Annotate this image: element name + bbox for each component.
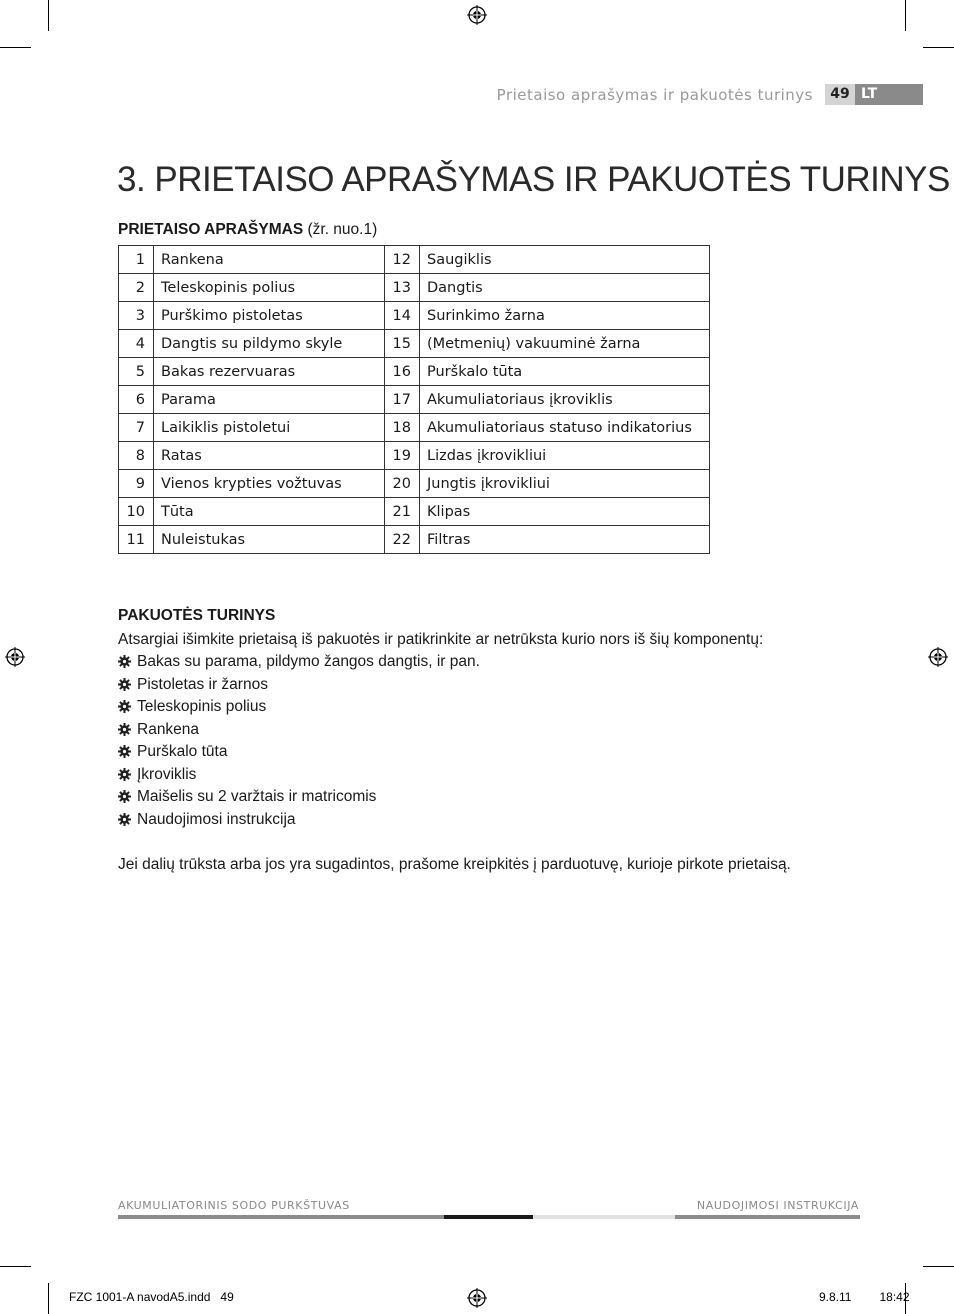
gear-bullet-icon bbox=[118, 766, 137, 786]
table-row bbox=[119, 302, 710, 330]
list-item-text: Teleskopinis polius bbox=[137, 698, 267, 715]
part-number: 6 bbox=[119, 386, 154, 414]
list-item bbox=[118, 743, 480, 766]
page-number: 49 bbox=[825, 84, 855, 105]
crop-mark bbox=[0, 1266, 31, 1267]
part-number: 10 bbox=[119, 498, 154, 526]
table-row bbox=[119, 470, 710, 498]
registration-mark-icon bbox=[467, 1288, 487, 1308]
parts-table bbox=[118, 245, 710, 554]
gear-bullet-icon bbox=[118, 676, 137, 696]
chapter-title: 3. PRIETAISO APRAŠYMAS IR PAKUOTĖS TURINYS bbox=[117, 160, 950, 199]
package-heading: PAKUOTĖS TURINYS bbox=[118, 607, 276, 624]
list-item-text: Rankena bbox=[137, 720, 200, 738]
part-number: 19 bbox=[385, 442, 420, 470]
slug-file-name: FZC 1001-A navodA5.indd 49 bbox=[69, 1290, 234, 1304]
list-item bbox=[118, 698, 480, 721]
part-name: Saugiklis bbox=[420, 246, 710, 274]
crop-mark bbox=[905, 0, 906, 31]
table-row bbox=[119, 386, 710, 414]
list-item bbox=[118, 676, 480, 699]
part-number: 22 bbox=[385, 526, 420, 554]
slug-date-time: 9.8.11 18:42 bbox=[819, 1290, 910, 1304]
part-number: 18 bbox=[385, 414, 420, 442]
crop-mark bbox=[923, 1266, 954, 1267]
package-list bbox=[118, 653, 480, 833]
part-number: 3 bbox=[119, 302, 154, 330]
part-name: Laikiklis pistoletui bbox=[154, 414, 385, 442]
footer-bar-grey-left bbox=[118, 1215, 444, 1219]
list-item-text: Maišelis su 2 varžtais ir matricomis bbox=[137, 788, 377, 805]
part-name: Vienos krypties vožtuvas bbox=[154, 470, 385, 498]
part-name: Filtras bbox=[420, 526, 710, 554]
table-row bbox=[119, 414, 710, 442]
package-intro: Atsargiai išimkite prietaisą iš pakuotės ir patikrinkite ar netrūksta kurio nors iš šių komponentų: bbox=[118, 631, 764, 648]
registration-mark-icon bbox=[5, 647, 25, 667]
list-item-text: Įkroviklis bbox=[137, 765, 197, 783]
description-heading-ref: (žr. nuo.1) bbox=[303, 221, 378, 238]
part-number: 9 bbox=[119, 470, 154, 498]
part-name: Teleskopinis polius bbox=[154, 274, 385, 302]
footer-bar-grey-right bbox=[675, 1215, 860, 1219]
table-row bbox=[119, 498, 710, 526]
part-name: Lizdas įkrovikliui bbox=[420, 442, 710, 470]
footer-product-name: AKUMULIATORINIS SODO PURKŠTUVAS bbox=[118, 1199, 350, 1212]
table-row bbox=[119, 274, 710, 302]
part-name: Akumuliatoriaus įkroviklis bbox=[420, 386, 710, 414]
part-number: 12 bbox=[385, 246, 420, 274]
list-item bbox=[118, 653, 480, 676]
part-name: Rankena bbox=[154, 246, 385, 274]
part-name: Dangtis su pildymo skyle bbox=[154, 330, 385, 358]
part-name: Surinkimo žarna bbox=[420, 302, 710, 330]
part-number: 8 bbox=[119, 442, 154, 470]
part-name: (Metmenių) vakuuminė žarna bbox=[420, 330, 710, 358]
list-item bbox=[118, 811, 480, 834]
part-number: 14 bbox=[385, 302, 420, 330]
table-row bbox=[119, 246, 710, 274]
list-item bbox=[118, 766, 480, 789]
part-name: Bakas rezervuaras bbox=[154, 358, 385, 386]
gear-bullet-icon bbox=[118, 743, 137, 763]
list-item-text: Pistoletas ir žarnos bbox=[137, 675, 268, 693]
crop-mark bbox=[48, 1283, 49, 1314]
gear-bullet-icon bbox=[118, 721, 137, 741]
part-number: 20 bbox=[385, 470, 420, 498]
running-header-title: Prietaiso aprašymas ir pakuotės turinys bbox=[496, 86, 813, 104]
table-row bbox=[119, 358, 710, 386]
part-number: 21 bbox=[385, 498, 420, 526]
list-item bbox=[118, 721, 480, 744]
list-item-text: Bakas su parama, pildymo žangos dangtis, ir pan. bbox=[137, 653, 480, 670]
part-name: Tūta bbox=[154, 498, 385, 526]
registration-mark-icon bbox=[467, 5, 487, 25]
list-item bbox=[118, 788, 480, 811]
footer-document-type: NAUDOJIMOSI INSTRUKCIJA bbox=[696, 1199, 859, 1212]
part-name: Jungtis įkrovikliui bbox=[420, 470, 710, 498]
crop-mark bbox=[923, 47, 954, 48]
list-item-text: Naudojimosi instrukcija bbox=[137, 810, 296, 828]
list-item-text: Purškalo tūta bbox=[137, 743, 228, 760]
part-name: Klipas bbox=[420, 498, 710, 526]
part-number: 7 bbox=[119, 414, 154, 442]
part-number: 4 bbox=[119, 330, 154, 358]
part-number: 13 bbox=[385, 274, 420, 302]
table-row bbox=[119, 526, 710, 554]
gear-bullet-icon bbox=[118, 788, 137, 808]
description-heading-bold: PRIETAISO APRAŠYMAS bbox=[118, 221, 304, 238]
table-row bbox=[119, 330, 710, 358]
crop-mark bbox=[0, 47, 31, 48]
part-number: 1 bbox=[119, 246, 154, 274]
registration-mark-icon bbox=[928, 647, 948, 667]
part-number: 17 bbox=[385, 386, 420, 414]
language-tab: LT bbox=[855, 84, 923, 105]
package-closing-note: Jei dalių trūksta arba jos yra sugadintos, prašome kreipkitės į parduotuvę, kurioje pirkote prietaisą. bbox=[118, 856, 791, 873]
gear-bullet-icon bbox=[118, 653, 137, 673]
gear-bullet-icon bbox=[118, 811, 137, 831]
part-number: 11 bbox=[119, 526, 154, 554]
part-number: 16 bbox=[385, 358, 420, 386]
part-name: Purškalo tūta bbox=[420, 358, 710, 386]
crop-mark bbox=[48, 0, 49, 31]
table-row bbox=[119, 442, 710, 470]
part-name: Nuleistukas bbox=[154, 526, 385, 554]
gear-bullet-icon bbox=[118, 698, 137, 718]
part-name: Ratas bbox=[154, 442, 385, 470]
part-name: Akumuliatoriaus statuso indikatorius bbox=[420, 414, 710, 442]
part-name: Parama bbox=[154, 386, 385, 414]
part-number: 5 bbox=[119, 358, 154, 386]
description-heading bbox=[118, 221, 377, 239]
part-number: 15 bbox=[385, 330, 420, 358]
part-name: Purškimo pistoletas bbox=[154, 302, 385, 330]
part-number: 2 bbox=[119, 274, 154, 302]
part-name: Dangtis bbox=[420, 274, 710, 302]
footer-bar-light bbox=[533, 1215, 675, 1219]
footer-bar-dark bbox=[444, 1215, 533, 1219]
